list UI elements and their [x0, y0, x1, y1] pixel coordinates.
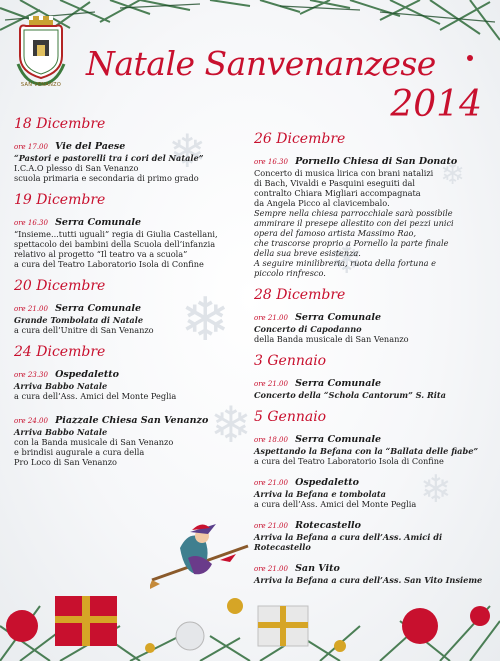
- event-line: a cura del Teatro Laboratorio Isola di Confine: [254, 456, 444, 466]
- left-event-column: [14, 116, 254, 476]
- event-time: ore 21.00: [254, 380, 288, 388]
- event-line: a cura del Teatro Laboratorio Isola di Confine: [14, 259, 204, 269]
- event-line: A seguire minilibreria, ruota della fortuna e: [254, 258, 436, 268]
- event-line: Pro Loco di San Venanzo: [14, 457, 117, 467]
- event-line: a cura dell’Ass. Amici del Monte Peglia: [14, 391, 177, 401]
- event-line: Concerto della “Schola Cantorum” S. Rita: [254, 390, 446, 400]
- snowflake-icon: ❄: [330, 237, 364, 283]
- event-line: opera del famoso artista Massimo Rao,: [254, 228, 417, 238]
- snowflake-icon: ❄: [420, 467, 452, 511]
- event-18-dicembre: [14, 116, 254, 183]
- pine-garland-icon: [0, 566, 500, 661]
- event-date: 26 Dicembre: [254, 131, 346, 147]
- event-slot: [14, 408, 254, 467]
- event-20-dicembre: [14, 278, 254, 335]
- event-line: Arriva la Befana e tombolata: [254, 489, 386, 499]
- event-date: 3 Gennaio: [254, 353, 327, 369]
- event-place: Serra Comunale: [295, 434, 382, 445]
- event-3-gennaio: [254, 353, 494, 400]
- event-place: Serra Comunale: [295, 312, 382, 323]
- snowflake-icon: ❄: [210, 396, 252, 454]
- event-place: Vie del Paese: [55, 141, 126, 152]
- event-line: “Insieme...tutti uguali” regia di Giulia Castellani,: [14, 229, 218, 239]
- event-slot: [254, 427, 494, 466]
- event-time: ore 21.00: [254, 479, 288, 487]
- event-line: contralto Chiara Migliari accompagnata: [254, 188, 421, 198]
- event-line: Arriva la Befana a cura dell’Ass. San Vito Insieme: [254, 575, 483, 585]
- event-19-dicembre: [14, 192, 254, 269]
- page-year: 2014: [390, 84, 482, 125]
- event-line: relativo al progetto “Il teatro va a scuola”: [14, 249, 188, 259]
- snowflake-icon: ❄: [168, 124, 207, 178]
- event-time: ore 21.00: [14, 305, 48, 313]
- event-line: Concerto di musica lirica con brani natalizi: [254, 168, 434, 178]
- right-event-column: [254, 131, 494, 594]
- event-line: Sempre nella chiesa parrocchiale sarà possibile: [254, 208, 453, 218]
- event-line: a cura dell’Ass. Amici del Monte Peglia: [254, 499, 417, 509]
- event-line: Grande Tombolata di Natale: [14, 315, 144, 325]
- event-line: spettacolo dei bambini della Scuola dell’infanzia: [14, 239, 216, 249]
- event-time: ore 21.00: [254, 522, 288, 530]
- event-line: da Angela Picco al clavicembalo.: [254, 198, 390, 208]
- event-line: ammirare il presepe allestito con dei pezzi unici: [254, 218, 454, 228]
- event-line: che trascorse proprio a Pornello la parte finale: [254, 238, 449, 248]
- event-line: Aspettando la Befana con la “Ballata delle fiabe”: [254, 446, 479, 456]
- event-line: I.C.A.O plesso di San Venanzo: [14, 163, 139, 173]
- event-26-dicembre: [254, 131, 494, 283]
- event-5-gennaio: [254, 409, 494, 585]
- page-title: Natale Sanvenanzese: [86, 44, 436, 83]
- event-line: Arriva la Befana a cura dell’Ass. Amici di Rotecastello: [254, 532, 443, 552]
- event-time: ore 23.30: [14, 371, 48, 379]
- event-line: “Pastori e pastorelli tra i cori del Natale”: [14, 153, 204, 163]
- crest-label: SAN VENANZO: [20, 82, 62, 88]
- event-time: ore 21.00: [254, 565, 288, 573]
- event-slot: [14, 210, 254, 269]
- event-line: scuola primaria e secondaria di primo grado: [14, 173, 199, 183]
- event-line: di Bach, Vivaldi e Pasquini eseguiti dal: [254, 178, 415, 188]
- event-slot: [254, 305, 494, 344]
- event-date: 19 Dicembre: [14, 192, 106, 208]
- event-slot: [14, 362, 254, 401]
- event-date: 24 Dicembre: [14, 344, 106, 360]
- event-slot: [254, 371, 494, 400]
- event-line: Arriva Babbo Natale: [14, 427, 108, 437]
- event-time: ore 16.30: [254, 158, 288, 166]
- event-slot: [14, 134, 254, 183]
- event-24-dicembre: [14, 344, 254, 467]
- event-place: Serra Comunale: [55, 217, 142, 228]
- event-time: ore 17.00: [14, 143, 48, 151]
- event-28-dicembre: [254, 287, 494, 344]
- event-place: Rotecastello: [295, 520, 362, 531]
- event-line: con la Banda musicale di San Venanzo: [14, 437, 174, 447]
- event-place: Ospedaletto: [295, 477, 359, 488]
- snowflake-icon: ❄: [440, 157, 466, 192]
- event-place: Piazzale Chiesa San Venanzo: [55, 415, 209, 426]
- event-place: Serra Comunale: [295, 378, 382, 389]
- event-time: ore 21.00: [254, 314, 288, 322]
- event-time: ore 16.30: [14, 219, 48, 227]
- event-slot: [254, 467, 494, 511]
- event-line: della Banda musicale di San Venanzo: [254, 334, 409, 344]
- event-line: Concerto di Capodanno: [254, 324, 362, 334]
- event-date: 18 Dicembre: [14, 116, 106, 132]
- event-line: Arriva Babbo Natale: [14, 381, 108, 391]
- event-place: Pornello Chiesa di San Donato: [295, 156, 458, 167]
- event-place: Ospedaletto: [55, 369, 119, 380]
- event-line: a cura dell’Unitre di San Venanzo: [14, 325, 154, 335]
- event-slot: [254, 149, 494, 283]
- event-line: e brindisi augurale a cura della: [14, 447, 145, 457]
- event-date: 5 Gennaio: [254, 409, 327, 425]
- event-time: ore 24.00: [14, 417, 48, 425]
- event-date: 28 Dicembre: [254, 287, 346, 303]
- snowflake-icon: ❄: [180, 285, 231, 355]
- event-place: Serra Comunale: [55, 303, 142, 314]
- event-line: della sua breve esistenza.: [254, 248, 361, 258]
- event-time: ore 18.00: [254, 436, 288, 444]
- event-slot: [254, 513, 494, 552]
- event-slot: [14, 296, 254, 335]
- event-place: San Vito: [295, 563, 340, 574]
- event-date: 20 Dicembre: [14, 278, 106, 294]
- event-line: piccolo rinfresco.: [254, 268, 326, 278]
